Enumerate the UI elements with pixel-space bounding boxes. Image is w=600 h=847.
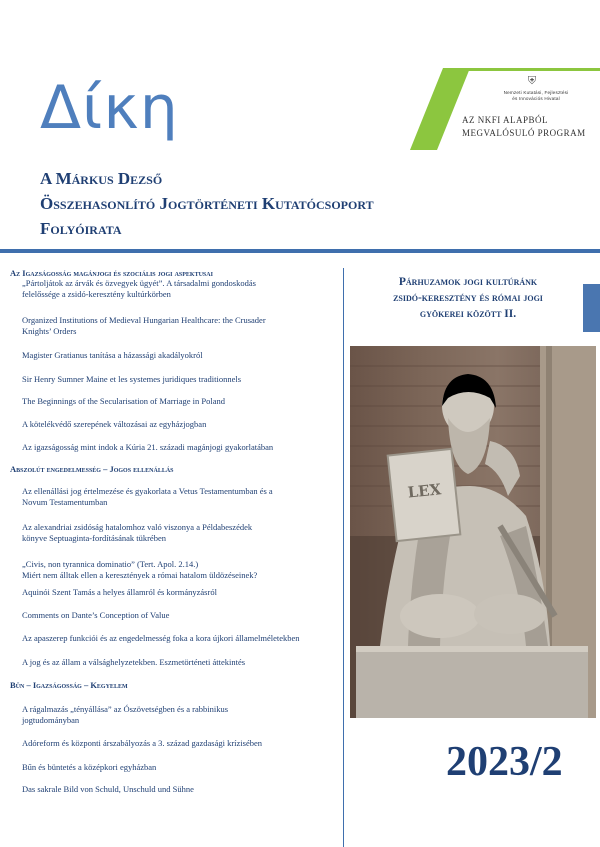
toc-article-line: felelőssége a zsidó-keresztény kultúrkörben	[22, 288, 171, 299]
journal-title-line: Folyóirata	[40, 219, 122, 238]
nkfi-funding-badge	[410, 68, 600, 150]
green-line	[450, 68, 600, 71]
toc-article[interactable]	[22, 419, 342, 430]
coat-of-arms-icon: ⛨	[527, 75, 537, 87]
toc-article-line: The Beginnings of the Secularisation of Marriage in Poland	[22, 396, 226, 406]
funding-office-line: és Innovációs Hivatal	[512, 96, 560, 101]
toc-article[interactable]	[22, 657, 342, 668]
issue-theme-title	[352, 274, 584, 322]
toc-article-line: A jog és az állam a válsághelyzetekben. Eszmetörténeti áttekintés	[22, 657, 246, 667]
toc-article-line: Knights’ Orders	[22, 325, 77, 336]
green-stripe	[410, 68, 470, 150]
toc-article-line: Das sakrale Bild von Schuld, Unschuld und Sühne	[22, 784, 194, 794]
toc-article[interactable]	[22, 486, 342, 507]
journal-logo: Δίκη	[40, 73, 179, 143]
toc-article-line: Organized Institutions of Medieval Hungarian Healthcare: the Crusader	[22, 315, 266, 325]
issue-theme-line: Párhuzamok jogi kultúránk	[398, 276, 538, 288]
toc-article[interactable]	[22, 762, 342, 773]
toc-article-line: könyve Septuaginta-fordításának tükrében	[22, 532, 166, 543]
toc-article[interactable]	[22, 587, 342, 598]
blue-tab-marker	[583, 284, 600, 332]
issue-number: 2023/2	[446, 739, 563, 785]
funding-program	[462, 114, 600, 140]
toc-article[interactable]	[22, 374, 342, 385]
toc-article-line: Comments on Dante’s Conception of Value	[22, 610, 170, 620]
toc-article[interactable]	[22, 738, 342, 749]
toc-section-title: Abszolút engedelmesség – Jogos ellenállás	[10, 464, 174, 474]
toc-article[interactable]	[22, 610, 342, 621]
toc-article-line: Az apaszerep funkciói és az engedelmesség foka a kora újkori államelméletekben	[22, 633, 300, 643]
statue-photo	[350, 346, 596, 718]
toc-article-line: „Pártoljátok az árvák és özvegyek ügyét”. A társadalmi gondoskodás	[22, 278, 256, 288]
toc-section-title: Az Igazságosság magánjogi és szociális jogi aspektusai	[10, 268, 213, 278]
toc-article-line: Novum Testamentumban	[22, 496, 108, 507]
toc-article[interactable]	[22, 704, 342, 725]
toc-section-title: Bűn – Igazságosság – Kegyelem	[10, 680, 128, 690]
toc-article-line: Magister Gratianus tanítása a házassági akadályokról	[22, 350, 203, 360]
toc-article-line: Az ellenállási jog értelmezése és gyakorlata a Vetus Testamentumban és a	[22, 486, 273, 496]
toc-article-line: A kötelékvédő szerepének változásai az egyházjogban	[22, 419, 207, 429]
issue-theme-line: zsidó-keresztény és római jogi	[393, 292, 543, 304]
toc-article-line: Miért nem álltak ellen a keresztények a római hatalom üldözéseinek?	[22, 569, 258, 580]
toc-article-line: Adóreform és központi árszabályozás a 3. század gazdasági krízisében	[22, 738, 263, 748]
funding-program-line: AZ NKFI ALAPBÓL	[462, 115, 549, 125]
journal-title	[40, 166, 460, 241]
toc-article[interactable]	[22, 350, 342, 361]
toc-article[interactable]	[22, 442, 342, 453]
toc-article[interactable]	[22, 522, 342, 543]
toc-article-line: „Civis, non tyrannica dominatio” (Tert. Apol. 2.14.)	[22, 559, 199, 569]
funding-office	[476, 90, 596, 102]
journal-title-line: A Márkus Dezső	[40, 169, 163, 188]
journal-title-line: Összehasonlító Jogtörténeti Kutatócsoport	[40, 194, 374, 213]
statue-illustration	[350, 346, 596, 718]
issue-theme-line: gyökerei között II.	[419, 308, 517, 320]
funding-office-line: Nemzeti Kutatási, Fejlesztési	[503, 90, 569, 95]
funding-program-line: MEGVALÓSULÓ PROGRAM	[462, 128, 586, 138]
toc-article[interactable]	[22, 315, 342, 336]
toc-article-line: jogtudományban	[22, 714, 80, 725]
toc-article[interactable]	[22, 396, 342, 407]
header-divider	[0, 249, 600, 253]
toc-article-line: Az igazságosság mint indok a Kúria 21. századi magánjogi gyakorlatában	[22, 442, 274, 452]
toc-article-line: Sir Henry Sumner Maine et les systemes juridiques traditionnels	[22, 374, 242, 384]
toc-article[interactable]	[22, 633, 342, 644]
toc-article-line: Az alexandriai zsidóság hatalomhoz való viszonya a Példabeszédek	[22, 522, 253, 532]
tablet-inscription: LEX	[406, 480, 443, 502]
toc-article-line: Bűn és büntetés a középkori egyházban	[22, 762, 157, 772]
toc-article[interactable]	[22, 784, 342, 795]
column-divider	[343, 268, 344, 847]
toc-article[interactable]	[22, 559, 342, 580]
toc-article[interactable]	[22, 278, 342, 299]
toc-article-line: A rágalmazás „tényállása” az Ószövetségben és a rabbinikus	[22, 704, 229, 714]
toc-article-line: Aquinói Szent Tamás a helyes államról és kormányzásról	[22, 587, 217, 597]
